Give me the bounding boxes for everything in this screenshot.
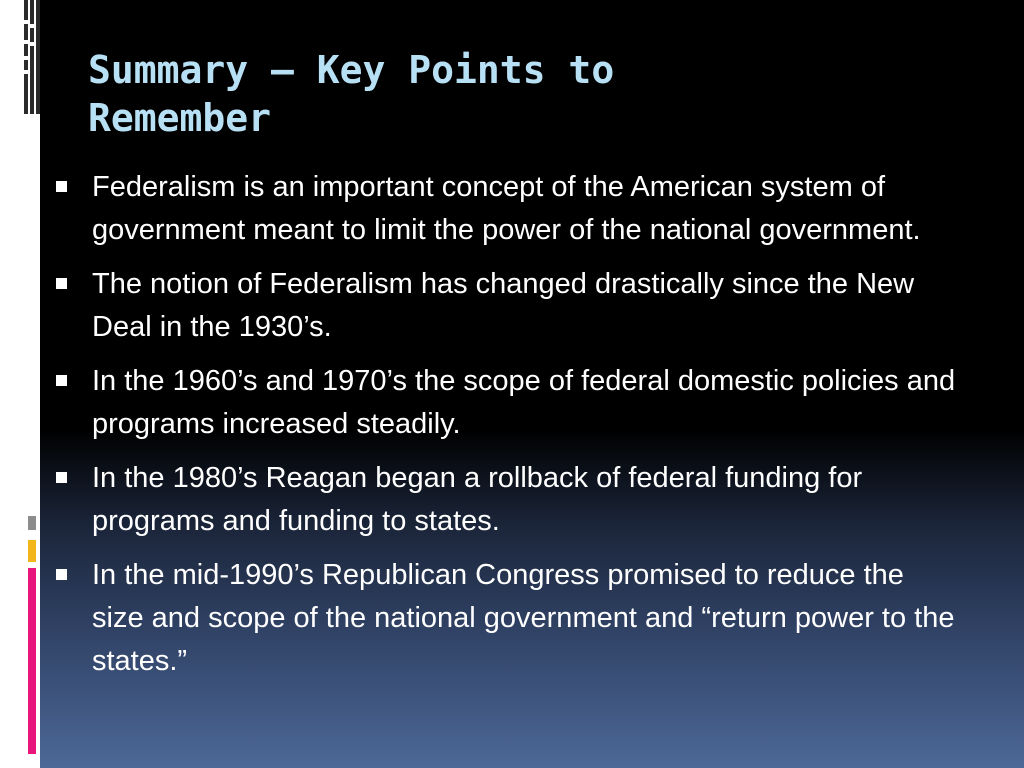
bullet-text: In the 1960’s and 1970’s the scope of federal domestic policies and programs increased steadily. bbox=[92, 365, 956, 440]
deco-stripe bbox=[24, 0, 28, 20]
left-decorative-strip bbox=[0, 0, 40, 768]
slide-title: Summary – Key Points to Remember bbox=[88, 48, 615, 140]
deco-stripe bbox=[30, 46, 34, 114]
deco-stripe-gray bbox=[28, 516, 36, 530]
square-bullet-icon bbox=[56, 375, 67, 386]
bullet-text: In the 1980’s Reagan began a rollback of federal funding for programs and funding to states. bbox=[92, 462, 863, 537]
deco-stripe bbox=[30, 28, 34, 42]
bullet-item bbox=[56, 166, 956, 252]
bullet-item bbox=[56, 554, 956, 683]
bullet-item bbox=[56, 457, 956, 543]
deco-stripe bbox=[24, 74, 28, 114]
deco-stripe-pink bbox=[28, 568, 36, 754]
deco-stripe bbox=[24, 44, 28, 56]
deco-stripe bbox=[36, 0, 40, 114]
bullet-item bbox=[56, 263, 956, 349]
bullet-text: The notion of Federalism has changed drastically since the New Deal in the 1930’s. bbox=[92, 268, 915, 343]
bullet-item bbox=[56, 360, 956, 446]
deco-stripe bbox=[24, 60, 28, 70]
square-bullet-icon bbox=[56, 569, 67, 580]
square-bullet-icon bbox=[56, 278, 67, 289]
bullet-text: In the mid-1990’s Republican Congress promised to reduce the size and scope of the national government and “return power to the states.” bbox=[92, 559, 955, 677]
deco-stripe-gold bbox=[28, 540, 36, 562]
square-bullet-icon bbox=[56, 181, 67, 192]
square-bullet-icon bbox=[56, 472, 67, 483]
deco-stripe bbox=[30, 0, 34, 24]
deco-stripe bbox=[24, 24, 28, 40]
bullet-text: Federalism is an important concept of the American system of government meant to limit the power of the national government. bbox=[92, 171, 921, 246]
bullet-list bbox=[56, 166, 956, 694]
